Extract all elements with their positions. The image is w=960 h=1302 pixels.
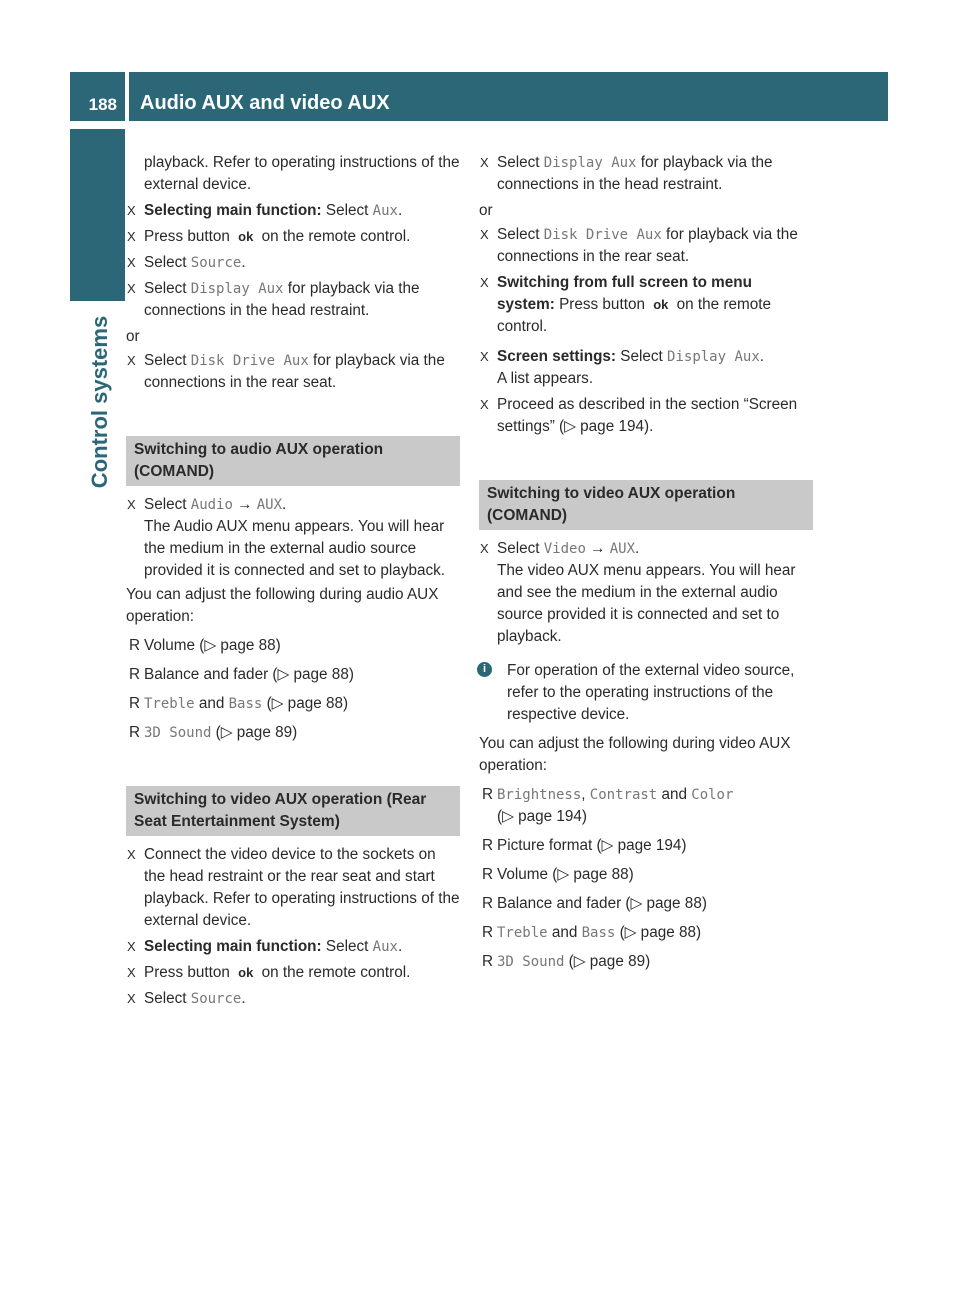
page-number-box [70, 72, 125, 121]
step-connect-device: X Connect the video device to the sockets on the head restraint or the rear seat and start playback. Refer to operating instructions of the external device. [127, 846, 460, 929]
left-column [126, 152, 460, 1010]
side-tab-label: Control systems [87, 315, 112, 489]
ok-button-icon: ok [653, 297, 669, 312]
right-column [479, 152, 813, 973]
side-tab-block [70, 129, 125, 301]
step-disk-drive-aux-r: X Select Disk Drive Aux for playback via the connections in the rear seat. [480, 226, 798, 265]
step-arrow-icon: X [127, 229, 136, 244]
bullet-treble-bass: R Treble and Bass (▷ page 88) [129, 695, 349, 712]
audio-adjust-intro: You can adjust the following during audio AUX operation: [126, 586, 439, 625]
or-text: or [126, 328, 140, 345]
bullet-treble-bass-r: R Treble and Bass (▷ page 88) [482, 924, 702, 941]
step-display-aux: X Select Display Aux for playback via the connections in the head restraint. [127, 280, 420, 319]
section-heading-video-aux-comand: Switching to video AUX operation (COMAND) [479, 480, 813, 530]
step-arrow-icon: X [480, 227, 489, 242]
step-arrow-icon: X [127, 255, 136, 270]
info-icon: i [477, 662, 492, 677]
section-heading-video-aux-rse: Switching to video AUX operation (Rear Seat Entertainment System) [126, 786, 460, 836]
step-disk-drive-aux: X Select Disk Drive Aux for playback via the connections in the rear seat. [127, 352, 445, 391]
or-text-r: or [479, 202, 493, 219]
step-arrow-icon: X [127, 965, 136, 980]
ok-button-icon: ok [238, 229, 254, 244]
bullet-picture-format: R Picture format (▷ page 194) [482, 837, 687, 854]
page-title: Audio AUX and video AUX [140, 92, 390, 114]
step-arrow-icon: X [480, 349, 489, 364]
step-proceed: X Proceed as described in the section “Screen settings” (▷ page 194). [480, 396, 798, 435]
step-arrow-icon: X [127, 281, 136, 296]
bullet-brightness-contrast-color: R Brightness, Contrast and Color (▷ page 194) [482, 786, 734, 825]
step-arrow-icon: X [127, 847, 136, 862]
header-bar [129, 72, 888, 121]
section-heading-audio-aux: Switching to audio AUX operation (COMAND) [126, 436, 460, 486]
step-arrow-icon: X [127, 939, 136, 954]
bullet-balance-r: R Balance and fader (▷ page 88) [482, 895, 707, 912]
step-arrow-icon: X [127, 991, 136, 1006]
bullet-balance: R Balance and fader (▷ page 88) [129, 666, 354, 683]
step-select-source: X Select Source. [126, 252, 460, 274]
bullet-volume-r: R Volume (▷ page 88) [482, 866, 634, 883]
step-screen-settings: X Screen settings: Select Display Aux. A list appears. [480, 348, 764, 387]
step-arrow-icon: X [480, 541, 489, 556]
step-arrow-icon: X [480, 397, 489, 412]
video-adjust-intro: You can adjust the following during video AUX operation: [479, 735, 791, 774]
step-arrow-icon: X [480, 275, 489, 290]
step-arrow-icon: X [127, 353, 136, 368]
info-note: i For operation of the external video source, refer to the operating instructions of the respective device. [479, 660, 813, 726]
step-select-main-2: X Selecting main function: Select Aux. [126, 936, 460, 958]
step-press-ok: X Press button ok on the remote control. [126, 226, 460, 248]
bullet-volume: R Volume (▷ page 88) [129, 637, 281, 654]
step-fullscreen-to-menu: X Switching from full screen to menu system: Press button ok on the remote control. [480, 274, 772, 335]
intro-text: playback. Refer to operating instructions of the external device. [144, 154, 460, 193]
bullet-3d-sound: R 3D Sound (▷ page 89) [129, 724, 298, 741]
step-select-main: X Selecting main function: Select Aux. [126, 200, 460, 222]
step-select-audio: X Select Audio → AUX. The Audio AUX menu appears. You will hear the medium in the external audio source provided it is connected and set to playback. [127, 496, 446, 579]
ok-button-icon: ok [238, 965, 254, 980]
step-select-video: X Select Video → AUX. The video AUX menu appears. You will hear and see the medium in the external audio source provided it is connected and set to playback. [480, 540, 796, 645]
step-select-source-2: X Select Source. [126, 988, 460, 1010]
bullet-3d-sound-r: R 3D Sound (▷ page 89) [482, 953, 651, 970]
step-arrow-icon: X [127, 203, 136, 218]
step-arrow-icon: X [127, 497, 136, 512]
page-number: 188 [88, 95, 117, 114]
step-display-aux-r: X Select Display Aux for playback via the connections in the head restraint. [480, 154, 773, 193]
step-press-ok-2: X Press button ok on the remote control. [126, 962, 460, 984]
step-arrow-icon: X [480, 155, 489, 170]
